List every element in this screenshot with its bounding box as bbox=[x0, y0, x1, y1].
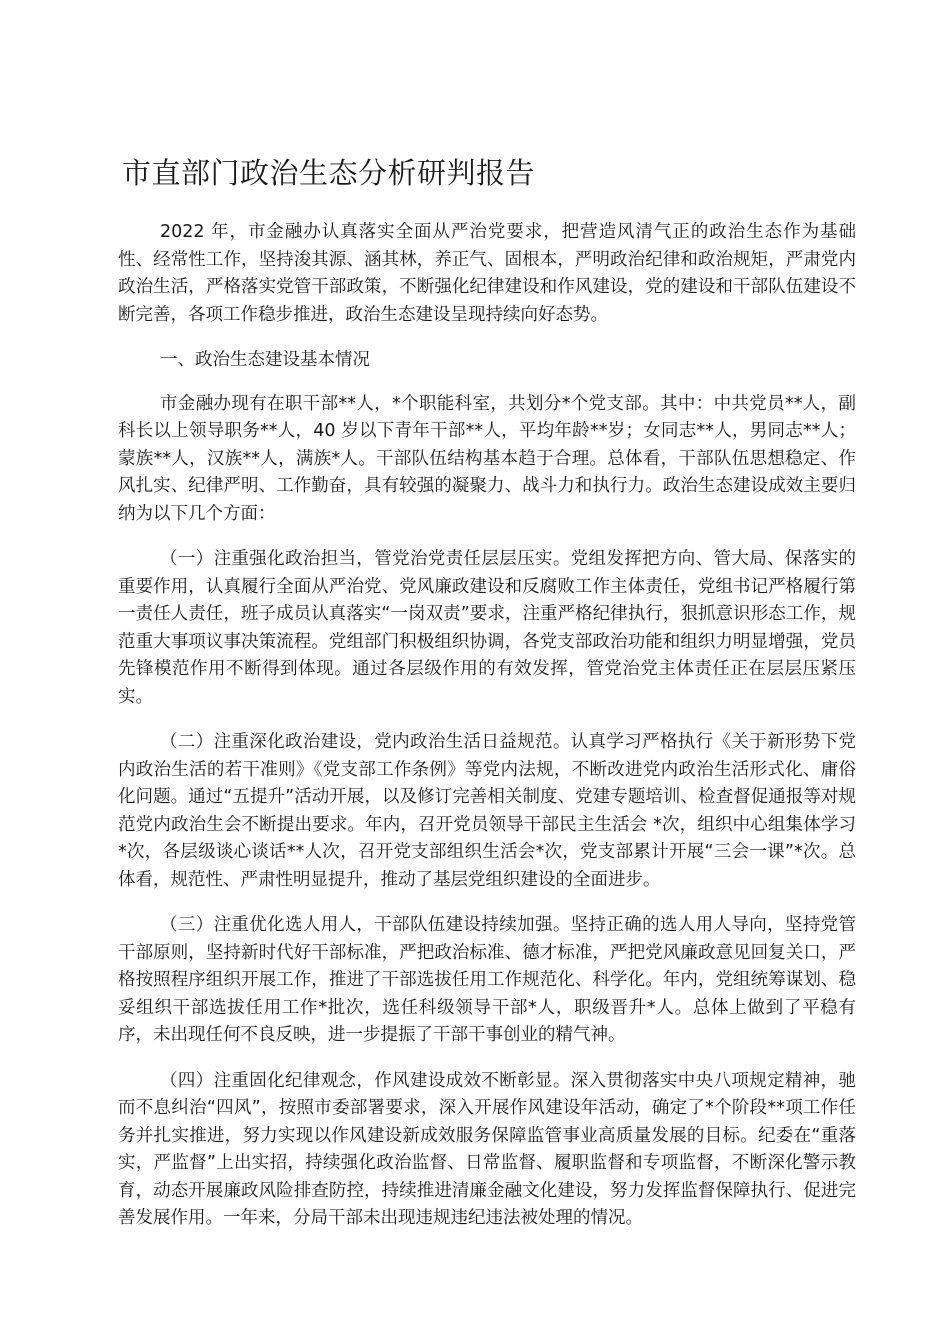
section-heading: 一、政治生态建设基本情况 bbox=[160, 350, 370, 370]
point-2-paragraph: （二）注重深化政治建设，党内政治生活日益规范。认真学习严格执行《关于新形势下党内政治生活的若干准则》《党支部工作条例》等党内法规，不断改进党内政治生活形式化、庸俗化问题。通过“五提升”活动开展，以及修订完善相关制度、党建专题培训、检查督促通报等对规范党内政治生会不断提出要求。年内，召开党员领导干部民主生活会 *次，组织中心组集体学习*次，各层级谈心谈话**人次，召开党支部组织生活会*次，党支部累计开展“三会一课”*次。总体看，规范性、严肃性明显提升，推动了基层党组织建设的全面进步。 bbox=[118, 732, 856, 890]
document-title: 市直部门政治生态分析研判报告 bbox=[122, 156, 536, 190]
point-4-paragraph: （四）注重固化纪律观念，作风建设成效不断彰显。深入贯彻落实中央八项规定精神，驰而不息纠治“四风”，按照市委部署要求，深入开展作风建设年活动，确定了*个阶段**项工作任务并扎实推进，努力实现以作风建设新成效服务保障监管事业高质量发展的目标。纪委在“重落实，严监督”上出实招，持续强化政治监督、日常监督、履职监督和专项监督，不断深化警示教育，动态开展廉政风险排查防控，持续推进清廉金融文化建设，努力发挥监督保障执行、促进完善发展作用。一年来，分局干部未出现违规违纪违法被处理的情况。 bbox=[118, 1070, 856, 1228]
intro-paragraph: 2022 年，市金融办认真落实全面从严治党要求，把营造风清气正的政治生态作为基础性、经常性工作，坚持浚其源、涵其林，养正气、固根本，严明政治纪律和政治规矩，严肃党内政治生活，严格落实党管干部政策，不断强化纪律建设和作风建设，党的建设和干部队伍建设不断完善，各项工作稳步推进，政治生态建设呈现持续向好态势。 bbox=[118, 222, 856, 325]
document-body bbox=[118, 153, 856, 1251]
point-1-paragraph: （一）注重强化政治担当，管党治党责任层层压实。党组发挥把方向、管大局、保落实的重要作用，认真履行全面从严治党、党风廉政建设和反腐败工作主体责任，党组书记严格履行第一责任人责任，班子成员认真落实“一岗双责”要求，注重严格纪律执行，狠抓意识形态工作，规范重大事项议事决策流程。党组部门积极组织协调，各党支部政治功能和组织力明显增强，党员先锋模范作用不断得到体现。通过各层级作用的有效发挥，管党治党主体责任正在层层压紧压实。 bbox=[118, 549, 856, 707]
overview-paragraph: 市金融办现有在职干部**人，*个职能科室，共划分*个党支部。其中：中共党员**人，副科长以上领导职务**人，40 岁以下青年干部**人，平均年龄**岁；女同志**人，男同志**人；蒙族**人，汉族**人，满族*人。干部队伍结构基本趋于合理。总体看，干部队伍思想稳定、作风扎实、纪律严明、工作勤奋，具有较强的凝聚力、战斗力和执行力。政治生态建设成效主要归纳为以下几个方面： bbox=[118, 393, 856, 524]
point-3-paragraph: （三）注重优化选人用人，干部队伍建设持续加强。坚持正确的选人用人导向，坚持党管干部原则，坚持新时代好干部标准，严把政治标准、德才标准，严把党风廉政意见回复关口，严格按照程序组织开展工作，推进了干部选拔任用工作规范化、科学化。年内，党组统筹谋划、稳妥组织干部选拔任用工作*批次，选任科级领导干部*人，职级晋升*人。总体上做到了平稳有序，未出现任何不良反映，进一步提振了干部干事创业的精气神。 bbox=[118, 915, 856, 1045]
